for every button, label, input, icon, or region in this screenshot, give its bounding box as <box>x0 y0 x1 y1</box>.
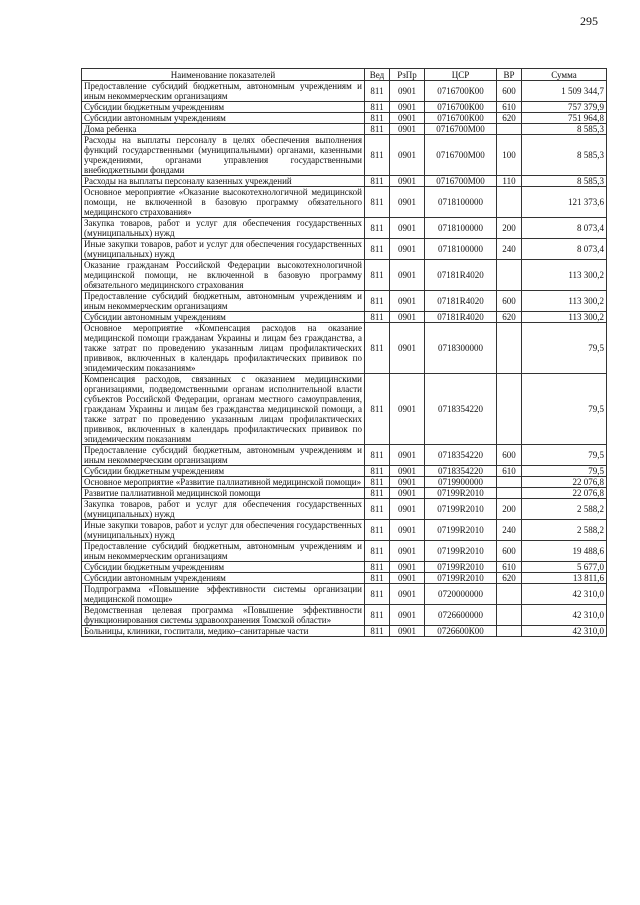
cell-ved: 811 <box>365 445 390 466</box>
cell-rzpr: 0901 <box>390 488 425 499</box>
table-row <box>82 176 607 187</box>
cell-ved: 811 <box>365 499 390 520</box>
cell-csr: 0718354220 <box>425 374 497 445</box>
cell-rzpr: 0901 <box>390 584 425 605</box>
cell-sum: 79,5 <box>522 466 607 477</box>
cell-ved: 811 <box>365 562 390 573</box>
cell-csr: 0716700М00 <box>425 176 497 187</box>
cell-sum: 8 585,3 <box>522 135 607 176</box>
cell-rzpr: 0901 <box>390 541 425 562</box>
cell-csr: 0716700К00 <box>425 81 497 102</box>
cell-rzpr: 0901 <box>390 466 425 477</box>
cell-sum: 113 300,2 <box>522 260 607 291</box>
cell-sum: 113 300,2 <box>522 312 607 323</box>
table-row <box>82 488 607 499</box>
cell-name: Основное мероприятие «Развитие паллиативной медицинской помощи» <box>82 477 365 488</box>
cell-rzpr: 0901 <box>390 499 425 520</box>
cell-vr <box>497 187 522 218</box>
cell-ved: 811 <box>365 605 390 626</box>
cell-vr: 610 <box>497 562 522 573</box>
cell-sum: 8 073,4 <box>522 218 607 239</box>
table-row <box>82 584 607 605</box>
cell-vr <box>497 488 522 499</box>
cell-csr: 07199R2010 <box>425 488 497 499</box>
cell-name: Закупка товаров, работ и услуг для обеспечения государственных (муниципальных) нужд <box>82 499 365 520</box>
cell-vr: 200 <box>497 218 522 239</box>
cell-name: Основное мероприятие «Компенсация расходов на оказание медицинской помощи гражданам Украины и лицам без гражданства, а также затрат по проведению указанным лицам профилактических прививок, включенных в календарь профилактических прививок по эпидемическим показаниям» <box>82 323 365 374</box>
cell-sum: 8 585,3 <box>522 124 607 135</box>
cell-ved: 811 <box>365 291 390 312</box>
cell-vr: 620 <box>497 113 522 124</box>
cell-csr: 0716700К00 <box>425 113 497 124</box>
table-row <box>82 135 607 176</box>
cell-sum: 22 076,8 <box>522 488 607 499</box>
cell-csr: 0726600К00 <box>425 626 497 637</box>
cell-vr: 600 <box>497 81 522 102</box>
cell-vr: 200 <box>497 499 522 520</box>
cell-csr: 07181R4020 <box>425 291 497 312</box>
cell-ved: 811 <box>365 113 390 124</box>
cell-ved: 811 <box>365 541 390 562</box>
cell-rzpr: 0901 <box>390 291 425 312</box>
table-row <box>82 605 607 626</box>
cell-name: Расходы на выплаты персоналу в целях обеспечения выполнения функций государственными (муниципальными) органами, казенными учреждениями, органами управления государственными внебюджетными фондами <box>82 135 365 176</box>
cell-sum: 79,5 <box>522 374 607 445</box>
cell-vr: 600 <box>497 541 522 562</box>
cell-sum: 1 509 344,7 <box>522 81 607 102</box>
cell-vr: 620 <box>497 312 522 323</box>
cell-name: Субсидии бюджетным учреждениям <box>82 562 365 573</box>
cell-rzpr: 0901 <box>390 374 425 445</box>
cell-sum: 19 488,6 <box>522 541 607 562</box>
cell-rzpr: 0901 <box>390 124 425 135</box>
cell-sum: 121 373,6 <box>522 187 607 218</box>
cell-sum: 751 964,8 <box>522 113 607 124</box>
cell-csr: 07199R2010 <box>425 562 497 573</box>
cell-vr <box>497 260 522 291</box>
cell-rzpr: 0901 <box>390 260 425 291</box>
cell-rzpr: 0901 <box>390 573 425 584</box>
table-row <box>82 113 607 124</box>
cell-sum: 5 677,0 <box>522 562 607 573</box>
cell-csr: 0716700М00 <box>425 124 497 135</box>
cell-name: Компенсация расходов, связанных с оказанием медицинскими организациями, подведомственными органам исполнительной власти субъектов Российской Федерации, органам местного самоуправления, гражданам Украины и лицам без гражданства медицинской помощи, а также затрат по проведению указанным лицам профилактических прививок, включенных в календарь профилактических прививок по эпидемическим показаниям <box>82 374 365 445</box>
cell-rzpr: 0901 <box>390 562 425 573</box>
cell-ved: 811 <box>365 573 390 584</box>
cell-csr: 0718100000 <box>425 187 497 218</box>
cell-csr: 07181R4020 <box>425 260 497 291</box>
cell-ved: 811 <box>365 488 390 499</box>
cell-name: Предоставление субсидий бюджетным, автономным учреждениям и иным некоммерческим организациям <box>82 81 365 102</box>
cell-csr: 07199R2010 <box>425 573 497 584</box>
table-row <box>82 323 607 374</box>
cell-name: Предоставление субсидий бюджетным, автономным учреждениям и иным некоммерческим организациям <box>82 291 365 312</box>
column-header-csr: ЦСР <box>425 69 497 81</box>
cell-rzpr: 0901 <box>390 102 425 113</box>
cell-sum: 2 588,2 <box>522 520 607 541</box>
cell-name: Иные закупки товаров, работ и услуг для обеспечения государственных (муниципальных) нужд <box>82 239 365 260</box>
table-row <box>82 187 607 218</box>
cell-csr: 0718354220 <box>425 466 497 477</box>
cell-name: Субсидии автономным учреждениям <box>82 312 365 323</box>
cell-ved: 811 <box>365 187 390 218</box>
cell-csr: 0718354220 <box>425 445 497 466</box>
cell-sum: 113 300,2 <box>522 291 607 312</box>
table-row <box>82 124 607 135</box>
cell-name: Предоставление субсидий бюджетным, автономным учреждениям и иным некоммерческим организациям <box>82 445 365 466</box>
cell-name: Субсидии бюджетным учреждениям <box>82 102 365 113</box>
cell-vr: 100 <box>497 135 522 176</box>
cell-ved: 811 <box>365 323 390 374</box>
cell-csr: 0718300000 <box>425 323 497 374</box>
cell-sum: 42 310,0 <box>522 584 607 605</box>
cell-csr: 0718100000 <box>425 218 497 239</box>
cell-ved: 811 <box>365 260 390 291</box>
cell-vr: 110 <box>497 176 522 187</box>
table-row <box>82 102 607 113</box>
cell-name: Субсидии автономным учреждениям <box>82 113 365 124</box>
cell-csr: 0719900000 <box>425 477 497 488</box>
cell-name: Субсидии бюджетным учреждениям <box>82 466 365 477</box>
column-header-sum: Сумма <box>522 69 607 81</box>
cell-rzpr: 0901 <box>390 312 425 323</box>
budget-table <box>81 68 607 637</box>
cell-rzpr: 0901 <box>390 445 425 466</box>
table-row <box>82 520 607 541</box>
cell-ved: 811 <box>365 81 390 102</box>
cell-ved: 811 <box>365 124 390 135</box>
cell-rzpr: 0901 <box>390 520 425 541</box>
cell-csr: 0718100000 <box>425 239 497 260</box>
cell-ved: 811 <box>365 466 390 477</box>
cell-name: Предоставление субсидий бюджетным, автономным учреждениям и иным некоммерческим организациям <box>82 541 365 562</box>
cell-name: Больницы, клиники, госпитали, медико–санитарные части <box>82 626 365 637</box>
cell-vr: 600 <box>497 445 522 466</box>
table-row <box>82 562 607 573</box>
table-row <box>82 541 607 562</box>
cell-csr: 0716700М00 <box>425 135 497 176</box>
cell-name: Иные закупки товаров, работ и услуг для обеспечения государственных (муниципальных) нужд <box>82 520 365 541</box>
table-row <box>82 239 607 260</box>
table-header-row <box>82 69 607 81</box>
cell-vr <box>497 626 522 637</box>
table-row <box>82 477 607 488</box>
cell-rzpr: 0901 <box>390 135 425 176</box>
cell-rzpr: 0901 <box>390 626 425 637</box>
column-header-rzpr: РзПр <box>390 69 425 81</box>
cell-ved: 811 <box>365 520 390 541</box>
cell-vr: 620 <box>497 573 522 584</box>
cell-vr: 610 <box>497 102 522 113</box>
cell-vr <box>497 605 522 626</box>
cell-ved: 811 <box>365 584 390 605</box>
page-number: 295 <box>580 14 598 28</box>
cell-csr: 07181R4020 <box>425 312 497 323</box>
cell-name: Оказание гражданам Российской Федерации высокотехнологичной медицинской помощи, не включенной в базовую программу обязательного медицинского страхования <box>82 260 365 291</box>
cell-name: Закупка товаров, работ и услуг для обеспечения государственных (муниципальных) нужд <box>82 218 365 239</box>
cell-ved: 811 <box>365 176 390 187</box>
cell-vr: 610 <box>497 466 522 477</box>
cell-rzpr: 0901 <box>390 477 425 488</box>
cell-vr <box>497 374 522 445</box>
cell-csr: 0716700К00 <box>425 102 497 113</box>
cell-sum: 757 379,9 <box>522 102 607 113</box>
table-row <box>82 445 607 466</box>
cell-ved: 811 <box>365 477 390 488</box>
cell-sum: 42 310,0 <box>522 626 607 637</box>
cell-vr: 240 <box>497 520 522 541</box>
cell-sum: 2 588,2 <box>522 499 607 520</box>
column-header-name: Наименование показателей <box>82 69 365 81</box>
table-row <box>82 573 607 584</box>
column-header-vr: ВР <box>497 69 522 81</box>
cell-rzpr: 0901 <box>390 113 425 124</box>
cell-csr: 07199R2010 <box>425 520 497 541</box>
cell-vr: 240 <box>497 239 522 260</box>
table-row <box>82 312 607 323</box>
cell-ved: 811 <box>365 135 390 176</box>
table-row <box>82 466 607 477</box>
cell-sum: 13 811,6 <box>522 573 607 584</box>
cell-csr: 07199R2010 <box>425 499 497 520</box>
cell-name: Субсидии автономным учреждениям <box>82 573 365 584</box>
table-row <box>82 218 607 239</box>
cell-sum: 42 310,0 <box>522 605 607 626</box>
cell-sum: 8 585,3 <box>522 176 607 187</box>
cell-name: Подпрограмма «Повышение эффективности системы организации медицинской помощи» <box>82 584 365 605</box>
cell-vr <box>497 323 522 374</box>
cell-name: Ведомственная целевая программа «Повышение эффективности функционирования системы здравоохранения Томской области» <box>82 605 365 626</box>
table-row <box>82 260 607 291</box>
cell-ved: 811 <box>365 374 390 445</box>
cell-sum: 22 076,8 <box>522 477 607 488</box>
cell-ved: 811 <box>365 626 390 637</box>
cell-name: Развитие паллиативной медицинской помощи <box>82 488 365 499</box>
cell-vr <box>497 584 522 605</box>
cell-vr <box>497 477 522 488</box>
cell-rzpr: 0901 <box>390 218 425 239</box>
cell-sum: 79,5 <box>522 323 607 374</box>
cell-rzpr: 0901 <box>390 81 425 102</box>
cell-rzpr: 0901 <box>390 187 425 218</box>
cell-name: Расходы на выплаты персоналу казенных учреждений <box>82 176 365 187</box>
table-row <box>82 374 607 445</box>
cell-ved: 811 <box>365 102 390 113</box>
table-row <box>82 291 607 312</box>
cell-ved: 811 <box>365 218 390 239</box>
cell-vr <box>497 124 522 135</box>
cell-sum: 79,5 <box>522 445 607 466</box>
cell-name: Основное мероприятие «Оказание высокотехнологичной медицинской помощи, не включенной в базовую программу обязательного медицинского страхования» <box>82 187 365 218</box>
cell-csr: 07199R2010 <box>425 541 497 562</box>
cell-csr: 0726600000 <box>425 605 497 626</box>
cell-sum: 8 073,4 <box>522 239 607 260</box>
cell-name: Дома ребенка <box>82 124 365 135</box>
cell-ved: 811 <box>365 239 390 260</box>
cell-ved: 811 <box>365 312 390 323</box>
column-header-ved: Вед <box>365 69 390 81</box>
cell-vr: 600 <box>497 291 522 312</box>
table-row <box>82 626 607 637</box>
cell-rzpr: 0901 <box>390 323 425 374</box>
cell-rzpr: 0901 <box>390 176 425 187</box>
cell-rzpr: 0901 <box>390 605 425 626</box>
table-row <box>82 81 607 102</box>
cell-csr: 0720000000 <box>425 584 497 605</box>
cell-rzpr: 0901 <box>390 239 425 260</box>
table-row <box>82 499 607 520</box>
